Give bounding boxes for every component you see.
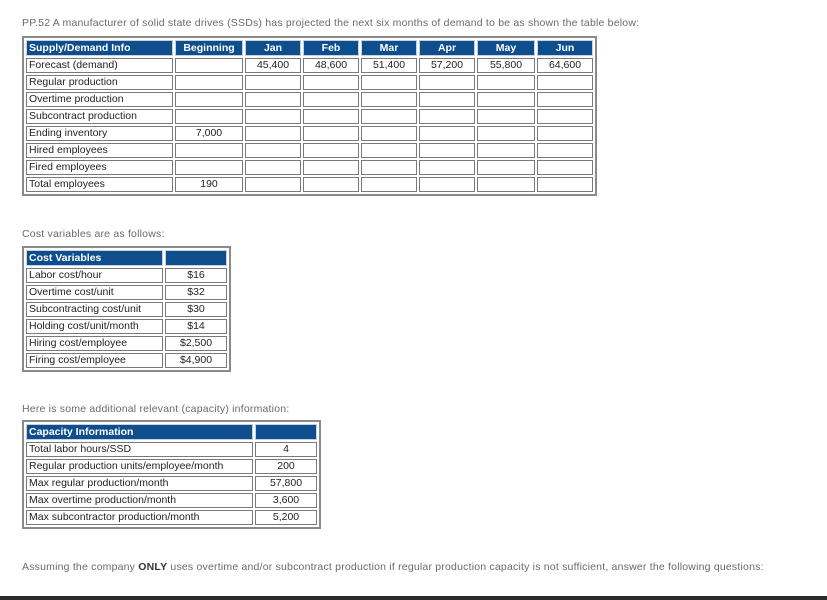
apr-cell [419, 126, 475, 141]
cost-label: Hiring cost/employee [26, 336, 163, 351]
may-cell [477, 143, 535, 158]
capacity-row-max-overtime [26, 493, 317, 508]
intro-text: PP.52 A manufacturer of solid state drives (SSDs) has projected the next six months of demand to be as shown the table below: [22, 17, 640, 29]
cost-row-firing [26, 353, 227, 368]
row-label: Total employees [26, 177, 173, 192]
jun-cell [537, 75, 593, 90]
beginning-cell [175, 109, 243, 124]
mar-cell [361, 177, 417, 192]
closing-text-before: Assuming the company [22, 561, 139, 573]
apr-cell [419, 109, 475, 124]
feb-cell [303, 109, 359, 124]
cost-header-label: Cost Variables [26, 250, 163, 266]
supply-row-forecast [26, 58, 593, 73]
may-cell [477, 160, 535, 175]
supply-demand-table [22, 36, 597, 196]
apr-cell [419, 75, 475, 90]
jan-cell [245, 75, 301, 90]
row-label: Overtime production [26, 92, 173, 107]
capacity-label: Max overtime production/month [26, 493, 253, 508]
cost-row-hiring [26, 336, 227, 351]
jun-cell [537, 126, 593, 141]
capacity-header-label: Capacity Information [26, 424, 253, 440]
row-label: Forecast (demand) [26, 58, 173, 73]
may-cell [477, 75, 535, 90]
apr-cell [419, 143, 475, 158]
capacity-row-max-regular [26, 476, 317, 491]
row-label: Regular production [26, 75, 173, 90]
supply-header-beginning: Beginning [175, 40, 243, 56]
jan-cell [245, 143, 301, 158]
cost-row-overtime [26, 285, 227, 300]
capacity-header-value [255, 424, 317, 440]
supply-header-label: Supply/Demand Info [26, 40, 173, 56]
supply-header-jan: Jan [245, 40, 301, 56]
closing-text-after: uses overtime and/or subcontract production if regular production capacity is not sufficient, answer the following questions: [167, 561, 764, 573]
row-label: Ending inventory [26, 126, 173, 141]
cost-row-subcontracting [26, 302, 227, 317]
supply-header-apr: Apr [419, 40, 475, 56]
supply-row-total-employees [26, 177, 593, 192]
beginning-cell [175, 75, 243, 90]
cost-row-labor [26, 268, 227, 283]
supply-header-jun: Jun [537, 40, 593, 56]
mar-cell [361, 92, 417, 107]
supply-row-subcontract [26, 109, 593, 124]
cost-label: Firing cost/employee [26, 353, 163, 368]
cost-variables-table [22, 246, 231, 372]
cost-value: $4,900 [165, 353, 227, 368]
mar-cell [361, 109, 417, 124]
cost-header-row [26, 250, 227, 266]
feb-cell: 48,600 [303, 58, 359, 73]
supply-row-overtime [26, 92, 593, 107]
capacity-header-row [26, 424, 317, 440]
supply-row-regular [26, 75, 593, 90]
beginning-cell: 190 [175, 177, 243, 192]
cost-header-value [165, 250, 227, 266]
supply-header-may: May [477, 40, 535, 56]
cost-value: $16 [165, 268, 227, 283]
capacity-label: Max subcontractor production/month [26, 510, 253, 525]
mar-cell [361, 143, 417, 158]
capacity-row-labor-hours [26, 442, 317, 457]
jan-cell [245, 92, 301, 107]
jan-cell [245, 177, 301, 192]
capacity-info-table [22, 420, 321, 529]
row-label: Subcontract production [26, 109, 173, 124]
supply-header-row [26, 40, 593, 56]
supply-header-feb: Feb [303, 40, 359, 56]
capacity-label: Total labor hours/SSD [26, 442, 253, 457]
capacity-row-units-per-employee [26, 459, 317, 474]
cost-label: Labor cost/hour [26, 268, 163, 283]
jun-cell [537, 160, 593, 175]
may-cell [477, 177, 535, 192]
feb-cell [303, 126, 359, 141]
mar-cell [361, 126, 417, 141]
jan-cell [245, 126, 301, 141]
capacity-intro-text: Here is some additional relevant (capacity) information: [22, 403, 290, 415]
mar-cell: 51,400 [361, 58, 417, 73]
apr-cell [419, 177, 475, 192]
row-label: Fired employees [26, 160, 173, 175]
capacity-label: Regular production units/employee/month [26, 459, 253, 474]
beginning-cell [175, 92, 243, 107]
cost-row-holding [26, 319, 227, 334]
feb-cell [303, 160, 359, 175]
feb-cell [303, 92, 359, 107]
may-cell [477, 109, 535, 124]
feb-cell [303, 143, 359, 158]
closing-text-emphasis: ONLY [138, 561, 168, 573]
capacity-value: 57,800 [255, 476, 317, 491]
cost-label: Holding cost/unit/month [26, 319, 163, 334]
may-cell [477, 126, 535, 141]
jan-cell [245, 109, 301, 124]
jun-cell: 64,600 [537, 58, 593, 73]
supply-row-ending-inventory [26, 126, 593, 141]
may-cell [477, 92, 535, 107]
apr-cell [419, 160, 475, 175]
cost-value: $30 [165, 302, 227, 317]
capacity-value: 3,600 [255, 493, 317, 508]
supply-row-hired [26, 143, 593, 158]
capacity-row-max-subcontractor [26, 510, 317, 525]
capacity-value: 5,200 [255, 510, 317, 525]
bottom-border [0, 596, 827, 600]
supply-header-mar: Mar [361, 40, 417, 56]
jun-cell [537, 92, 593, 107]
beginning-cell [175, 160, 243, 175]
beginning-cell [175, 143, 243, 158]
feb-cell [303, 177, 359, 192]
jun-cell [537, 177, 593, 192]
jun-cell [537, 109, 593, 124]
capacity-label: Max regular production/month [26, 476, 253, 491]
row-label: Hired employees [26, 143, 173, 158]
closing-text [22, 559, 782, 575]
cost-label: Overtime cost/unit [26, 285, 163, 300]
cost-value: $14 [165, 319, 227, 334]
may-cell: 55,800 [477, 58, 535, 73]
jun-cell [537, 143, 593, 158]
apr-cell [419, 92, 475, 107]
cost-value: $32 [165, 285, 227, 300]
jan-cell [245, 160, 301, 175]
capacity-value: 200 [255, 459, 317, 474]
supply-row-fired [26, 160, 593, 175]
cost-intro-text: Cost variables are as follows: [22, 228, 165, 240]
beginning-cell [175, 58, 243, 73]
capacity-value: 4 [255, 442, 317, 457]
cost-label: Subcontracting cost/unit [26, 302, 163, 317]
jan-cell: 45,400 [245, 58, 301, 73]
cost-value: $2,500 [165, 336, 227, 351]
apr-cell: 57,200 [419, 58, 475, 73]
mar-cell [361, 75, 417, 90]
beginning-cell: 7,000 [175, 126, 243, 141]
feb-cell [303, 75, 359, 90]
mar-cell [361, 160, 417, 175]
